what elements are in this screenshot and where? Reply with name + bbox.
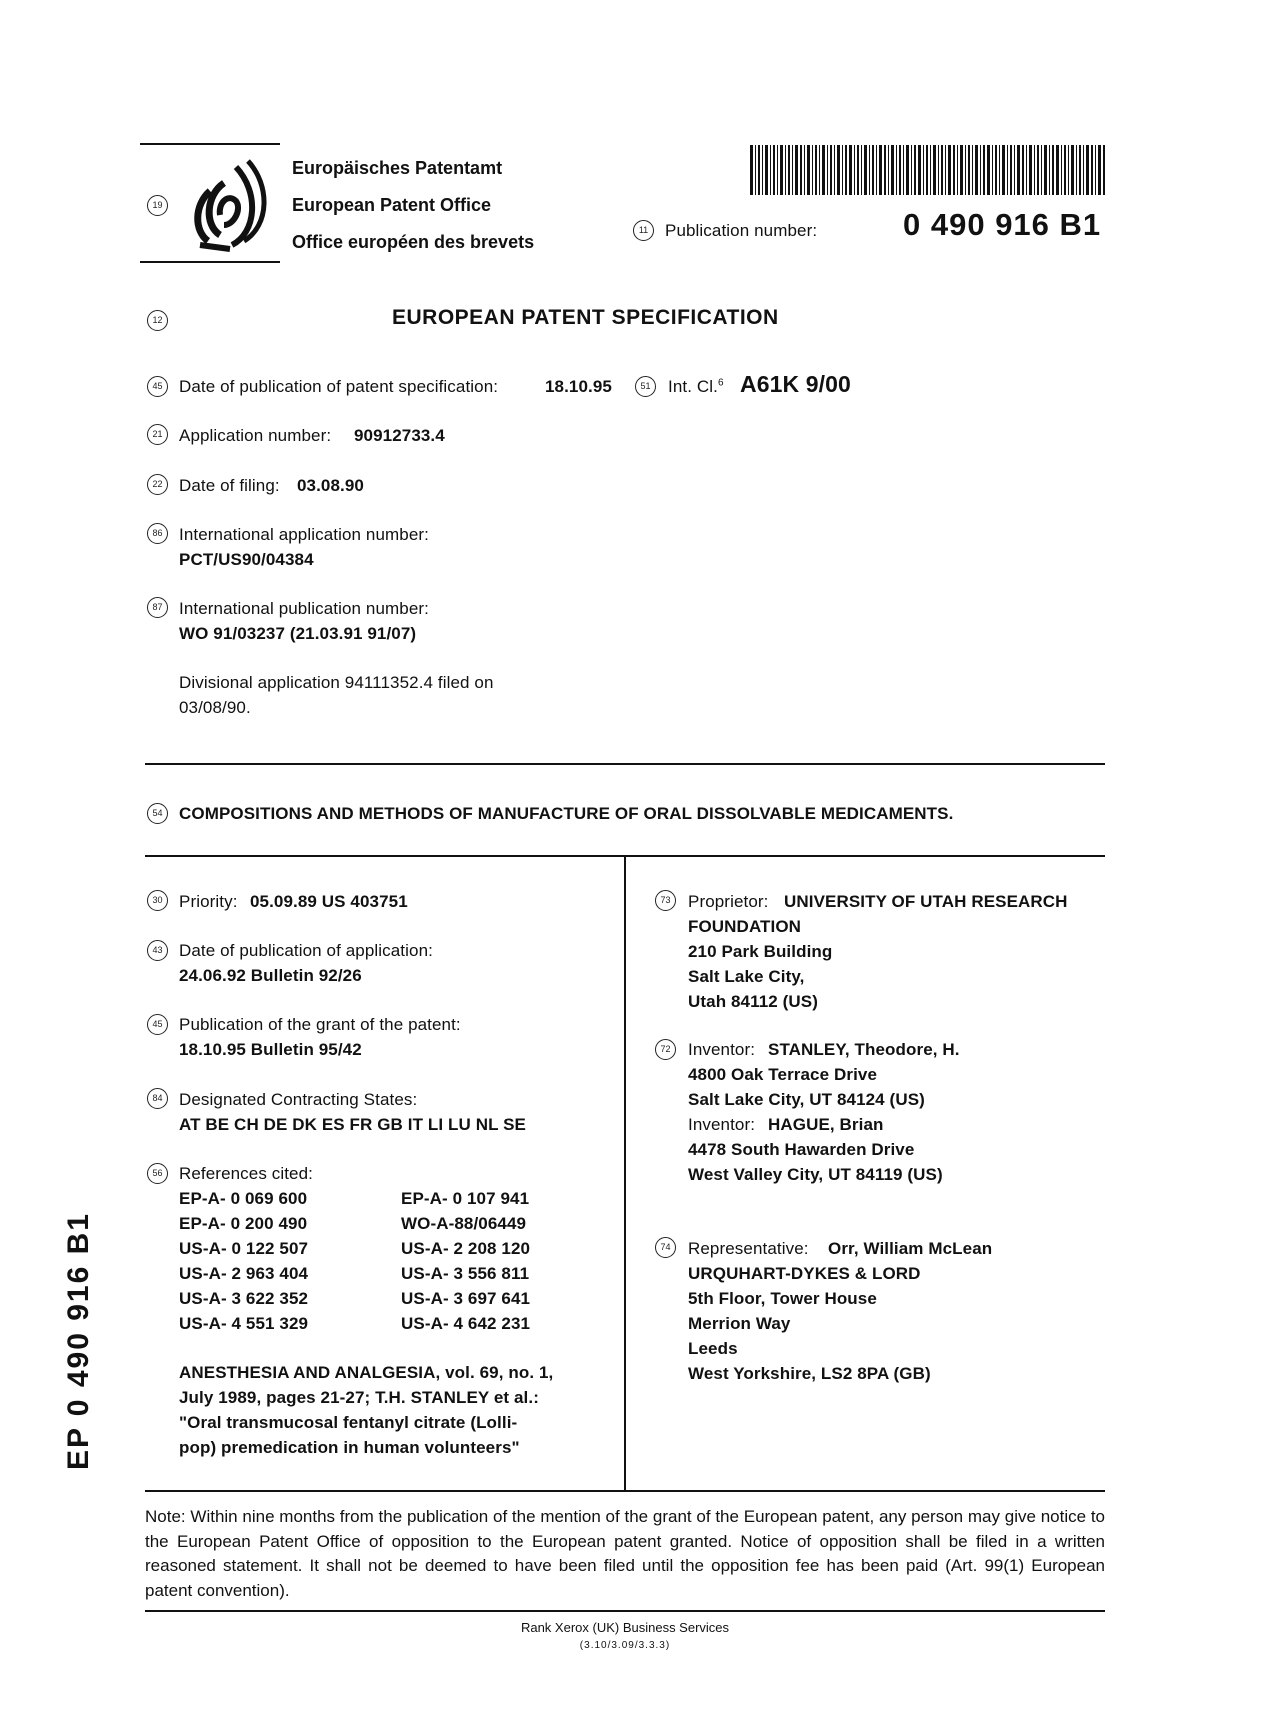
representative-line: Leeds [688,1339,738,1358]
inid-code-56: 56 [147,1163,168,1184]
reference-item: US-A- 0 122 507 [179,1239,309,1258]
representative-line: Orr, William McLean [828,1239,993,1258]
inid-code-54: 54 [147,803,168,824]
footer-rule [145,1610,1105,1612]
inid-code-84: 84 [147,1088,168,1109]
inventor-1-line: Salt Lake City, UT 84124 (US) [688,1090,925,1109]
footer-printer: Rank Xerox (UK) Business Services [520,1620,730,1635]
grant-publication-label: Publication of the grant of the patent: [179,1015,461,1034]
inid-code-19: 19 [147,195,168,216]
inid-code-21: 21 [147,424,168,445]
opposition-note: Note: Within nine months from the publication of the mention of the grant of the European patent, any person may give notice to the European Patent Office of opposition to the European patent granted. Notice of opposition shall be filed in a written reasoned statement. It shall not be deemed to have been filed until the opposition fee has been paid (Art. 99(1) European patent convention). [145,1507,1105,1600]
designated-states-label: Designated Contracting States: [179,1090,418,1109]
reference-item: US-A- 4 551 329 [179,1314,309,1333]
int-cl-label [668,377,724,397]
representative-line: URQUHART-DYKES & LORD [688,1264,921,1283]
proprietor-line: Utah 84112 (US) [688,992,818,1011]
priority-label: Priority: [179,892,238,911]
representative-label: Representative: [688,1239,809,1258]
inventor-2-label: Inventor: [688,1115,756,1134]
office-name-fr: Office européen des brevets [292,232,535,252]
epo-logo [190,155,270,253]
pub-spec-date: 18.10.95 [545,377,612,396]
column-divider [624,855,626,1490]
header-bottom-rule [140,261,280,263]
filing-date-label: Date of filing: [179,476,280,495]
divisional-line-2: 03/08/90. [179,698,251,717]
intl-app-label: International application number: [179,525,429,544]
citation-line: July 1989, pages 21-27; T.H. STANLEY et al.: [179,1388,539,1407]
proprietor-line: Salt Lake City, [688,967,805,986]
references-label: References cited: [179,1164,313,1183]
inid-code-30: 30 [147,890,168,911]
publication-number-label: Publication number: [665,221,818,240]
representative-line: 5th Floor, Tower House [688,1289,877,1308]
invention-title: COMPOSITIONS AND METHODS OF MANUFACTURE OF ORAL DISSOLVABLE MEDICAMENTS. [179,804,954,823]
intl-pub-label: International publication number: [179,599,429,618]
int-cl-edition: 6 [717,377,724,389]
footer-code: (3.10/3.09/3.3.3) [579,1640,671,1651]
inventor-2-line: HAGUE, Brian [768,1115,884,1134]
citation-line: "Oral transmucosal fentanyl citrate (Lolli- [179,1413,518,1432]
representative-line: West Yorkshire, LS2 8PA (GB) [688,1364,931,1383]
proprietor-line: UNIVERSITY OF UTAH RESEARCH [784,892,1068,911]
proprietor-line: 210 Park Building [688,942,833,961]
inid-code-74: 74 [655,1237,676,1258]
inid-code-22: 22 [147,474,168,495]
reference-item: US-A- 3 697 641 [401,1289,531,1308]
inventor-2-line: 4478 South Hawarden Drive [688,1140,915,1159]
document-title: EUROPEAN PATENT SPECIFICATION [392,306,779,329]
title-top-rule [145,763,1105,765]
application-number: 90912733.4 [354,426,445,445]
header-top-rule [140,143,280,145]
inid-code-11: 11 [633,220,654,241]
int-cl-value: A61K 9/00 [740,371,851,397]
priority-value: 05.09.89 US 403751 [250,892,408,911]
divisional-line-1: Divisional application 94111352.4 filed on [179,673,494,692]
int-cl-text: Int. Cl. [668,377,718,396]
side-publication-number: EP 0 490 916 B1 [62,1212,95,1470]
proprietor-label: Proprietor: [688,892,769,911]
intl-app-number: PCT/US90/04384 [179,550,314,569]
filing-date: 03.08.90 [297,476,364,495]
office-name-en: European Patent Office [292,195,492,215]
inventor-1-label: Inventor: [688,1040,756,1059]
reference-item: EP-A- 0 200 490 [179,1214,308,1233]
publication-number: 0 490 916 B1 [903,207,1102,242]
inid-code-72: 72 [655,1039,676,1060]
reference-item: WO-A-88/06449 [401,1214,527,1233]
inventor-2-line: West Valley City, UT 84119 (US) [688,1165,943,1184]
inventor-1-line: STANLEY, Theodore, H. [768,1040,960,1059]
representative-line: Merrion Way [688,1314,791,1333]
inid-code-45: 45 [147,376,168,397]
proprietor-line: FOUNDATION [688,917,802,936]
pub-spec-label: Date of publication of patent specification: [179,377,499,396]
reference-item: US-A- 2 963 404 [179,1264,309,1283]
designated-states-value: AT BE CH DE DK ES FR GB IT LI LU NL SE [179,1115,526,1134]
intl-pub-number: WO 91/03237 (21.03.91 91/07) [179,624,417,643]
citation-line: pop) premedication in human volunteers" [179,1438,520,1457]
reference-item: US-A- 3 622 352 [179,1289,309,1308]
inid-code-51: 51 [635,376,656,397]
citation-line: ANESTHESIA AND ANALGESIA, vol. 69, no. 1, [179,1363,554,1382]
barcode-image [750,145,1106,195]
reference-item: EP-A- 0 107 941 [401,1189,530,1208]
application-publication-value: 24.06.92 Bulletin 92/26 [179,966,362,985]
inventor-1-line: 4800 Oak Terrace Drive [688,1065,878,1084]
reference-item: US-A- 2 208 120 [401,1239,531,1258]
inid-code-12: 12 [147,310,168,331]
inid-code-45-grant: 45 [147,1014,168,1035]
reference-item: EP-A- 0 069 600 [179,1189,308,1208]
reference-item: US-A- 3 556 811 [401,1264,530,1283]
application-publication-label: Date of publication of application: [179,941,433,960]
inid-code-73: 73 [655,890,676,911]
grant-publication-value: 18.10.95 Bulletin 95/42 [179,1040,362,1059]
inid-code-87: 87 [147,597,168,618]
note-top-rule [145,1490,1105,1492]
reference-item: US-A- 4 642 231 [401,1314,531,1333]
inid-code-86: 86 [147,523,168,544]
inid-code-43: 43 [147,940,168,961]
application-number-label: Application number: [179,426,332,445]
office-name-de: Europäisches Patentamt [292,158,503,178]
